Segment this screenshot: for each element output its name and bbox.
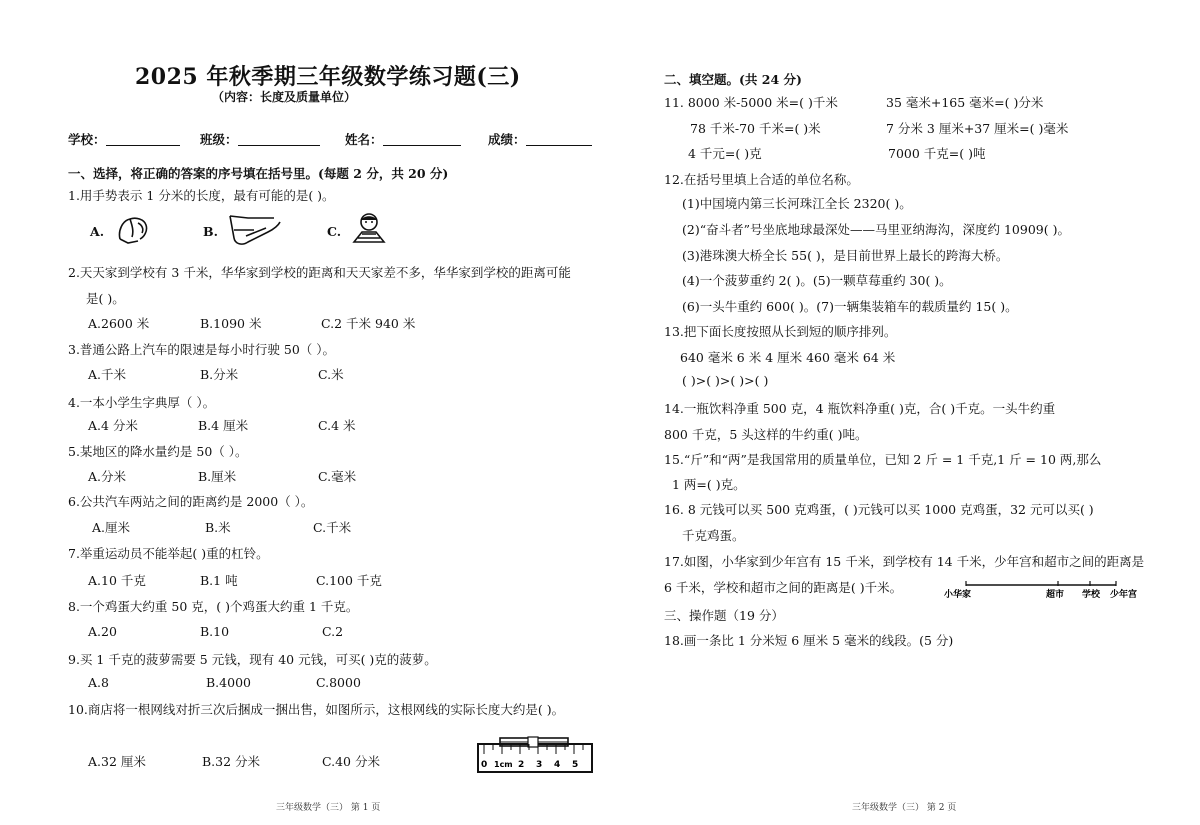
question-1: 1.用手势表示 1 分米的长度，最有可能的是( )。 [68,188,335,203]
q2-option-c: C.2 千米 940 米 [321,316,416,331]
q3-option-b: B.分米 [200,367,239,382]
score-blank[interactable] [526,133,592,146]
question-17-line1: 17.如图，小华家到少年宫有 15 千米，到学校有 14 千米，少年宫和超市之间的距离是 [664,554,1145,569]
q3-option-a: A.千米 [88,367,127,382]
question-7: 7.举重运动员不能举起( )重的杠铃。 [68,546,269,561]
q4-option-a: A.4 分米 [88,418,138,433]
q1-option-c-label: C. [327,224,342,239]
question-13: 13.把下面长度按照从长到短的顺序排列。 [664,324,897,339]
question-15-line1: 15.“斤”和“两”是我国常用的质量单位，已知 2 斤 = 1 千克,1 斤 = 10 两,那么 [664,452,1102,467]
q6-option-b: B.米 [205,520,231,535]
q11-d: 7 分米 3 厘米+37 厘米=( )毫米 [886,121,1069,136]
question-15-line2: 1 两=( )克。 [672,477,746,492]
exam-title: 2025 年秋季期三年级数学练习题(三) [135,64,521,90]
q12-item-3: (3)港珠澳大桥全长 55( )，是目前世界上最长的跨海大桥。 [682,248,1009,263]
q3-option-c: C.米 [318,367,344,382]
question-14-line2: 800 千克，5 头这样的牛约重( )吨。 [664,427,868,442]
ruler-label-3: 3 [536,760,543,770]
q12-item-4-5: (4)一个菠萝重约 2( )。(5)一颗草莓重约 30( )。 [682,273,952,288]
q6-option-c: C.千米 [313,520,352,535]
q8-option-a: A.20 [88,624,117,639]
ruler-label-5: 5 [572,760,579,770]
name-field[interactable] [345,130,461,148]
question-3: 3.普通公路上汽车的限速是每小时行驶 50（ ）。 [68,342,336,357]
question-8: 8.一个鸡蛋大约重 50 克，( )个鸡蛋大约重 1 千克。 [68,599,359,614]
label-youth-palace: 少年宫 [1110,590,1138,600]
ruler-label-0: 0 [481,760,488,770]
hand-gesture-b-icon [224,212,282,248]
school-field[interactable] [68,130,180,148]
q2-option-b: B.1090 米 [200,316,262,331]
q4-option-b: B.4 厘米 [198,418,249,433]
question-12: 12.在括号里填上合适的单位名称。 [664,172,859,187]
q2-option-a: A.2600 米 [88,316,150,331]
name-blank[interactable] [383,133,461,146]
label-supermarket: 超市 [1046,590,1065,600]
name-label: 姓名： [345,132,383,147]
hand-gesture-a-icon [114,213,158,247]
q8-option-c: C.2 [322,624,344,639]
ruler-figure [476,736,596,774]
q6-option-a: A.厘米 [92,520,131,535]
page-2 [600,0,1200,825]
section3-heading: 三、操作题（19 分） [664,608,784,623]
question-6: 6.公共汽车两站之间的距离约是 2000（ ）。 [68,494,314,509]
q1-option-a-label: A. [90,224,105,239]
q9-option-a: A.8 [88,675,109,690]
q9-option-b: B.4000 [206,675,251,690]
q10-option-c: C.40 分米 [322,754,380,769]
score-label: 成绩： [488,132,526,147]
ruler-label-1cm: 1cm [494,760,513,769]
question-2-line2: 是( )。 [86,291,125,306]
school-label: 学校： [68,132,106,147]
q7-option-c: C.100 千克 [316,573,382,588]
q1-option-b-label: B. [203,224,218,239]
exam-subtitle: （内容：长度及质量单位） [212,90,357,104]
q10-option-b: B.32 分米 [202,754,261,769]
q5-option-a: A.分米 [88,469,127,484]
q10-option-a: A.32 厘米 [88,754,146,769]
q7-option-a: A.10 千克 [88,573,146,588]
q5-option-b: B.厘米 [198,469,237,484]
question-18: 18.画一条比 1 分米短 6 厘米 5 毫米的线段。(5 分) [664,633,954,648]
label-school: 学校 [1082,590,1101,600]
q11-c: 78 千米-70 千米=( )米 [690,121,821,136]
question-16-line1: 16. 8 元钱可以买 500 克鸡蛋，( )元钱可以买 1000 克鸡蛋，32 元可以买( ) [664,502,1094,517]
question-14-line1: 14.一瓶饮料净重 500 克，4 瓶饮料净重( )克，合( )千克。一头牛约重 [664,401,1056,416]
q13-order: ( )>( )>( )>( ) [682,373,769,388]
section1-heading: 一、选择，将正确的答案的序号填在括号里。(每题 2 分，共 20 分) [68,166,449,181]
label-home: 小华家 [944,590,972,600]
q12-item-2: (2)“奋斗者”号坐底地球最深处——马里亚纳海沟，深度约 10909( )。 [682,222,1070,237]
q12-item-1: (1)中国境内第三长河珠江全长 2320( )。 [682,196,912,211]
question-2-line1: 2.天天家到学校有 3 千米，华华家到学校的距离和天天家差不多，华华家到学校的距离可能 [68,265,571,280]
footer-page-2: 三年级数学（三） 第 2 页 [852,803,957,813]
question-16-line2: 千克鸡蛋。 [682,528,745,543]
q11-b: 35 毫米+165 毫米=( )分米 [886,95,1044,110]
child-figure-icon [348,212,390,246]
class-label: 班级： [200,132,238,147]
school-blank[interactable] [106,133,180,146]
q11-e: 4 千元=( )克 [688,146,762,161]
question-5: 5.某地区的降水量约是 50（ ）。 [68,444,248,459]
question-10: 10.商店将一根网线对折三次后捆成一捆出售，如图所示，这根网线的实际长度大约是( )。 [68,702,565,717]
q11-a: 11. 8000 米-5000 米=( )千米 [664,95,838,110]
q8-option-b: B.10 [200,624,230,639]
ruler-label-2: 2 [518,760,525,770]
q5-option-c: C.毫米 [318,469,357,484]
score-field[interactable] [488,130,592,148]
q9-option-c: C.8000 [316,675,361,690]
question-9: 9.买 1 千克的菠萝需要 5 元钱，现有 40 元钱，可买( )克的菠萝。 [68,652,437,667]
q12-item-6-7: (6)一头牛重约 600( )。(7)一辆集装箱车的载质量约 15( )。 [682,299,1018,314]
q4-option-c: C.4 米 [318,418,356,433]
class-blank[interactable] [238,133,320,146]
ruler-label-4: 4 [554,760,561,770]
class-field[interactable] [200,130,320,148]
footer-page-1: 三年级数学（三） 第 1 页 [276,803,381,813]
question-4: 4.一本小学生字典厚（ ）。 [68,395,216,410]
q7-option-b: B.1 吨 [200,573,238,588]
distance-diagram [940,576,1152,600]
section2-heading: 二、填空题。(共 24 分) [664,72,802,87]
q13-items: 640 毫米 6 米 4 厘米 460 毫米 64 米 [680,350,896,365]
q11-f: 7000 千克=( )吨 [888,146,986,161]
question-17-line2: 6 千米，学校和超市之间的距离是( )千米。 [664,580,903,595]
